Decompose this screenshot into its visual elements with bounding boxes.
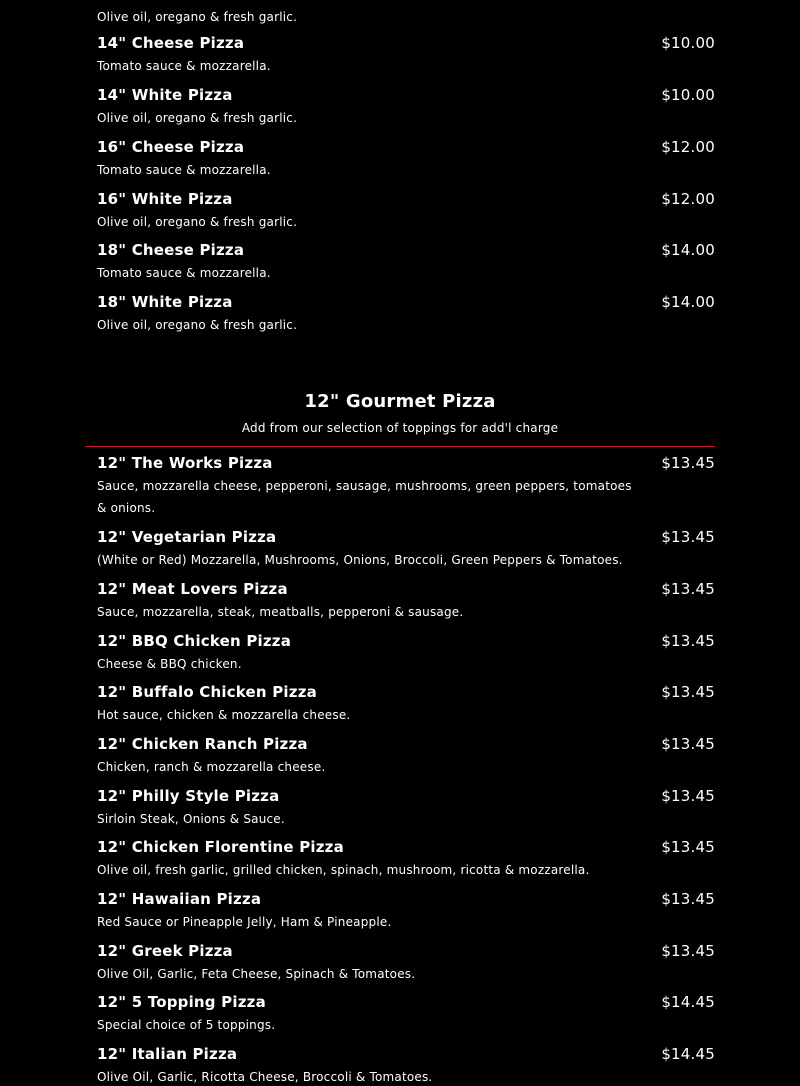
item-name: 12" Italian Pizza — [97, 1045, 238, 1063]
item-name: 18" White Pizza — [97, 293, 233, 311]
item-name: 12" 5 Topping Pizza — [97, 993, 266, 1011]
menu-item[interactable] — [97, 942, 715, 985]
item-name: 12" Chicken Ranch Pizza — [97, 735, 308, 753]
item-description: Olive oil, fresh garlic, grilled chicken, spinach, mushroom, ricotta & mozzarella. — [97, 863, 590, 877]
menu-item[interactable] — [97, 838, 715, 881]
item-description: (White or Red) Mozzarella, Mushrooms, Onions, Broccoli, Green Peppers & Tomatoes. — [97, 553, 623, 567]
item-price: $14.45 — [661, 1045, 715, 1063]
item-price: $13.45 — [661, 528, 715, 546]
item-name: 16" White Pizza — [97, 190, 233, 208]
item-name: 16" Cheese Pizza — [97, 138, 245, 156]
menu-item[interactable] — [97, 293, 715, 336]
item-name: 14" White Pizza — [97, 86, 233, 104]
item-name: 12" Hawaiian Pizza — [97, 890, 262, 908]
item-price: $12.00 — [661, 138, 715, 156]
menu-item[interactable] — [97, 528, 715, 571]
menu-item[interactable] — [97, 580, 715, 623]
item-price: $13.45 — [661, 632, 715, 650]
item-name: 12" Greek Pizza — [97, 942, 233, 960]
item-description: Cheese & BBQ chicken. — [97, 657, 242, 671]
item-description: Chicken, ranch & mozzarella cheese. — [97, 760, 326, 774]
item-price: $13.45 — [661, 787, 715, 805]
item-price: $12.00 — [661, 190, 715, 208]
item-price: $13.45 — [661, 942, 715, 960]
item-price: $13.45 — [661, 735, 715, 753]
menu-item[interactable] — [97, 683, 715, 726]
item-price: $10.00 — [661, 34, 715, 52]
item-description: Olive Oil, Garlic, Feta Cheese, Spinach & Tomatoes. — [97, 967, 416, 981]
item-name: 12" BBQ Chicken Pizza — [97, 632, 292, 650]
item-description: Special choice of 5 toppings. — [97, 1018, 276, 1032]
item-name: 12" Buffalo Chicken Pizza — [97, 683, 317, 701]
item-description: Sirloin Steak, Onions & Sauce. — [97, 812, 285, 826]
item-name: 12" Philly Style Pizza — [97, 787, 280, 805]
item-price: $13.45 — [661, 890, 715, 908]
item-name: 14" Cheese Pizza — [97, 34, 245, 52]
item-price: $14.45 — [661, 993, 715, 1011]
item-description: Hot sauce, chicken & mozzarella cheese. — [97, 708, 351, 722]
item-description: Red Sauce or Pineapple Jelly, Ham & Pineapple. — [97, 915, 392, 929]
item-name: 12" Vegetarian Pizza — [97, 528, 277, 546]
top-partial-desc: Olive oil, oregano & fresh garlic. — [97, 10, 298, 24]
item-price: $14.00 — [661, 241, 715, 259]
section-subtitle: Add from our selection of toppings for add'l charge — [241, 421, 559, 435]
menu-item[interactable] — [97, 890, 715, 933]
item-description: Olive oil, oregano & fresh garlic. — [97, 111, 298, 125]
item-name: 12" Meat Lovers Pizza — [97, 580, 288, 598]
item-name: 18" Cheese Pizza — [97, 241, 245, 259]
menu-item[interactable] — [97, 993, 715, 1036]
section-divider — [85, 446, 715, 447]
menu-item[interactable] — [97, 34, 715, 77]
item-price: $13.45 — [661, 683, 715, 701]
item-price: $13.45 — [661, 454, 715, 472]
item-description: Olive Oil, Garlic, Ricotta Cheese, Broccoli & Tomatoes. — [97, 1070, 433, 1084]
menu-item[interactable] — [97, 190, 715, 233]
menu-item[interactable] — [97, 632, 715, 675]
item-price: $13.45 — [661, 580, 715, 598]
item-description: Tomato sauce & mozzarella. — [97, 163, 271, 177]
menu-item[interactable] — [97, 138, 715, 181]
menu-item[interactable] — [97, 1045, 715, 1086]
item-description: Olive oil, oregano & fresh garlic. — [97, 215, 298, 229]
item-name: 12" Chicken Florentine Pizza — [97, 838, 344, 856]
menu-item[interactable] — [97, 86, 715, 129]
item-description: Sauce, mozzarella cheese, pepperoni, sausage, mushrooms, green peppers, tomatoes & onions. — [97, 479, 632, 515]
item-description: Tomato sauce & mozzarella. — [97, 59, 271, 73]
item-price: $14.00 — [661, 293, 715, 311]
item-description: Sauce, mozzarella, steak, meatballs, pepperoni & sausage. — [97, 605, 464, 619]
menu-item[interactable] — [97, 787, 715, 830]
item-description: Tomato sauce & mozzarella. — [97, 266, 271, 280]
menu-item[interactable] — [97, 241, 715, 284]
item-price: $10.00 — [661, 86, 715, 104]
menu-item[interactable] — [97, 454, 715, 519]
item-name: 12" The Works Pizza — [97, 454, 273, 472]
item-price: $13.45 — [661, 838, 715, 856]
item-description: Olive oil, oregano & fresh garlic. — [97, 318, 298, 332]
menu-item[interactable] — [97, 735, 715, 778]
section-title: 12" Gourmet Pizza — [304, 391, 496, 412]
